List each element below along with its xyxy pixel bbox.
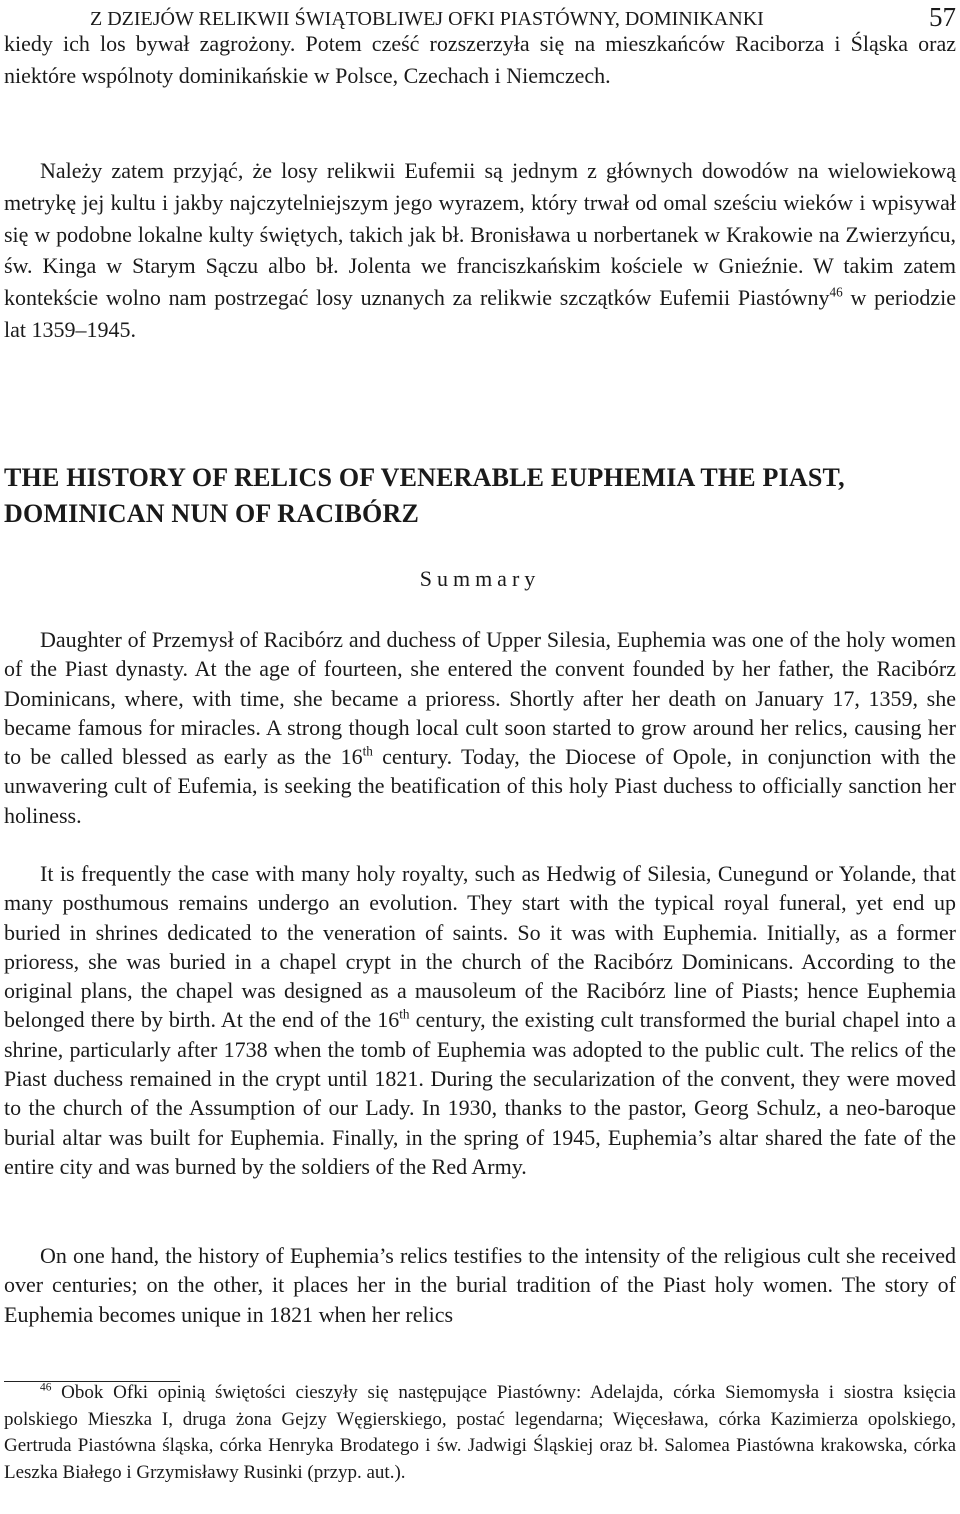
summary-paragraph-2-end: century, the existing cult transformed the burial chapel into a shrine, particularly after 1738 when the tomb of Euphemia was adopted to the public cult. The relics of the Piast duchess remained in the crypt until 1821. During the secularization of the convent, they were moved to the church of the Assumption of our Lady. In 1930, thanks to the pastor, Georg Schulz, a neo-baroque burial altar was built for Euphemia. Finally, in the spring of 1945, Euphemia’s altar shared the fate of the entire city and was burned by the soldiers of the Red Army. — [4, 1007, 956, 1179]
polish-paragraph-2-text: Należy zatem przyjąć, że losy relikwii Eufemii są jednym z głównych dowodów na wielowiekową metrykę jej kultu i jakby najczytelniejszym jego wyrazem, który trwał od omal sześciu wieków i wpisywał się w podobne lokalne kulty świętych, takich jak bł. Bronisława u norbertanek w Krakowie na Zwierzyńcu, św. Kinga w Starym Sączu albo bł. Jolenta we franciszkańskim kościele w Gnieźnie. W takim zatem kontekście wolno nam postrzegać losy uznanych za relikwie szczątków Eufemii Piastówny — [4, 158, 956, 311]
polish-paragraph-2-end: w periodzie lat 1359–1945. — [4, 285, 956, 342]
polish-paragraph-1: kiedy ich los bywał zagrożony. Potem cześć rozszerzyła się na mieszkańców Raciborza i Śląska oraz niektóre wspólnoty dominikańskie w Polsce, Czechach i Niemczech. — [4, 31, 956, 88]
article-title: THE HISTORY OF RELICS OF VENERABLE EUPHEMIA THE PIAST, DOMINICAN NUN OF RACIBÓRZ — [4, 463, 845, 528]
superscript-th: th — [399, 1006, 410, 1022]
footnote-reference[interactable]: 46 — [829, 284, 843, 300]
polish-paragraph-2 — [4, 155, 956, 346]
summary-heading: Summary — [419, 566, 541, 591]
footnote-46 — [4, 1380, 956, 1486]
summary-paragraph-3: On one hand, the history of Euphemia’s relics testifies to the intensity of the religious cult she received over centuries; on the other, it places her in the burial tradition of the Piast holy women. The story of Euphemia becomes unique in 1821 when her relics — [4, 1243, 956, 1327]
footnote-number: 46 — [40, 1381, 52, 1394]
footnote-text: Obok Ofki opinią świętości cieszyły się następujące Piastówny: Adelajda, córka Siemomysła i siostra księcia polskiego Mieszka I, druga żona Gejzy Węgierskiego, postać legendarna; Więcesława, córka Kazimierza opolskiego, Gertruda Piastówna śląska, córka Henryka Brodatego i św. Jadwigi Śląskiej oraz bł. Salomea Piastówna krakowska, córka Leszka Białego i Grzymisławy Rusinki (przyp. aut.). — [4, 1382, 956, 1483]
summary-paragraph-1 — [4, 625, 956, 830]
summary-paragraph-2-text: It is frequently the case with many holy royalty, such as Hedwig of Silesia, Cunegund or Yolande, that many posthumous remains undergo an evolution. They start with the typical royal funeral, yet end up buried in shrines dedicated to the veneration of saints. So it was with Euphemia. Initially, as a former prioress, she was buried in a chapel crypt in the church of the Racibórz Dominicans. According to the original plans, the chapel was designed as a mausoleum of the Racibórz line of Piasts; hence Euphemia belonged there by birth. At the end of the 16 — [4, 861, 956, 1033]
summary-paragraph-1-end: century. Today, the Diocese of Opole, in conjunction with the unwavering cult of Eufemia, is seeking the beatification of this holy Piast duchess to officially sanction her holiness. — [4, 744, 956, 828]
page-number: 57 — [929, 2, 956, 32]
summary-paragraph-2 — [4, 859, 956, 1181]
running-title: Z DZIEJÓW RELIKWII ŚWIĄTOBLIWEJ OFKI PIASTÓWNY, DOMINIKANKI — [90, 8, 764, 30]
superscript-th: th — [362, 743, 373, 759]
summary-paragraph-1-text: Daughter of Przemysł of Racibórz and duchess of Upper Silesia, Euphemia was one of the holy women of the Piast dynasty. At the age of fourteen, she entered the convent founded by her father, the Racibórz Dominicans, where, with time, she became a prioress. Shortly after her death on January 17, 1359, she became famous for miracles. A strong though local cult soon started to grow around her relics, causing her to be called blessed as early as the 16 — [4, 627, 956, 770]
